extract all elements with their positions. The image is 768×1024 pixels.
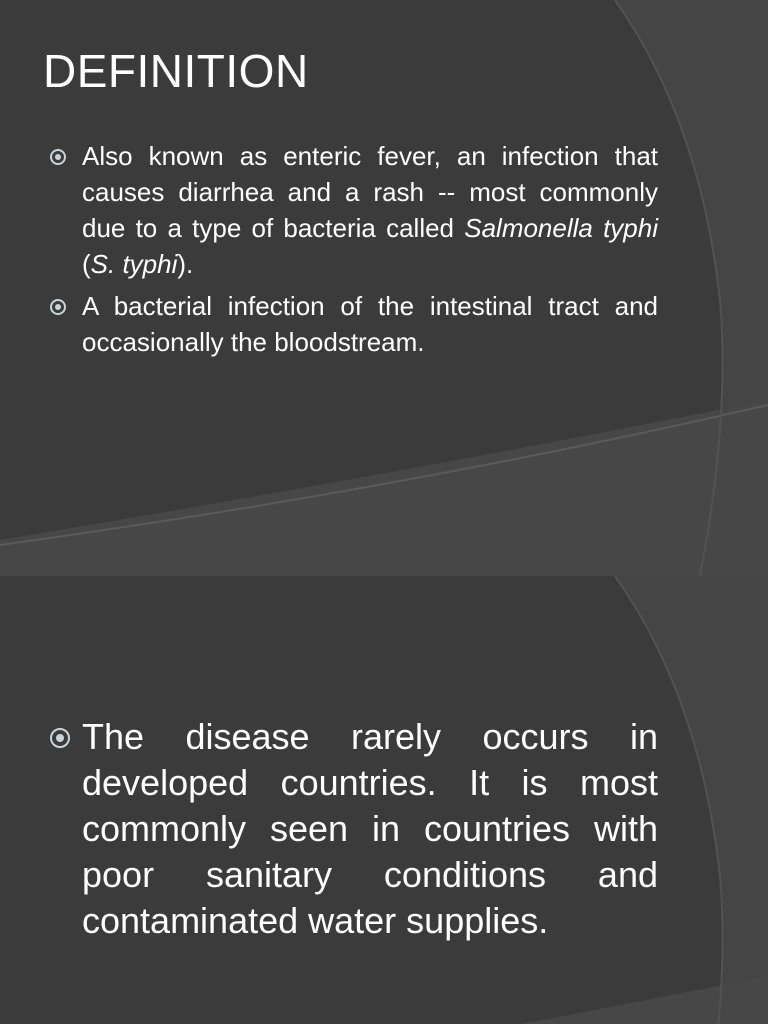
bullet-text: The disease rarely occurs in developed countries. It is most commonly seen in countries with poor sanitary conditions and contaminated water supplies.	[82, 716, 658, 941]
bullet-list	[50, 714, 658, 944]
bullet-italic-abbrev: S. typhi	[90, 249, 178, 279]
slide-title: DEFINITION	[43, 45, 309, 97]
circle-dot-icon	[50, 728, 70, 748]
bullet-list	[50, 138, 658, 366]
circle-dot-icon	[50, 149, 66, 165]
bullet-text: A bacterial infection of the intestinal tract and occasionally the bloodstream.	[82, 291, 658, 357]
bullet-italic-species: Salmonella typhi	[464, 213, 658, 243]
circle-dot-icon	[50, 299, 66, 315]
bullet-item-enteric-fever	[50, 138, 658, 282]
bullet-item-bacterial-infection	[50, 288, 658, 360]
slide-prevalence	[0, 576, 768, 1024]
bullet-text-mid: (	[82, 249, 91, 279]
bullet-item-disease-occurrence	[50, 714, 658, 944]
bullet-text-end: ).	[177, 249, 194, 279]
bullet-text: Also known as enteric fever, an infection that causes diarrhea and a rash -- most commonly due to a type of bacteria called	[82, 141, 658, 243]
